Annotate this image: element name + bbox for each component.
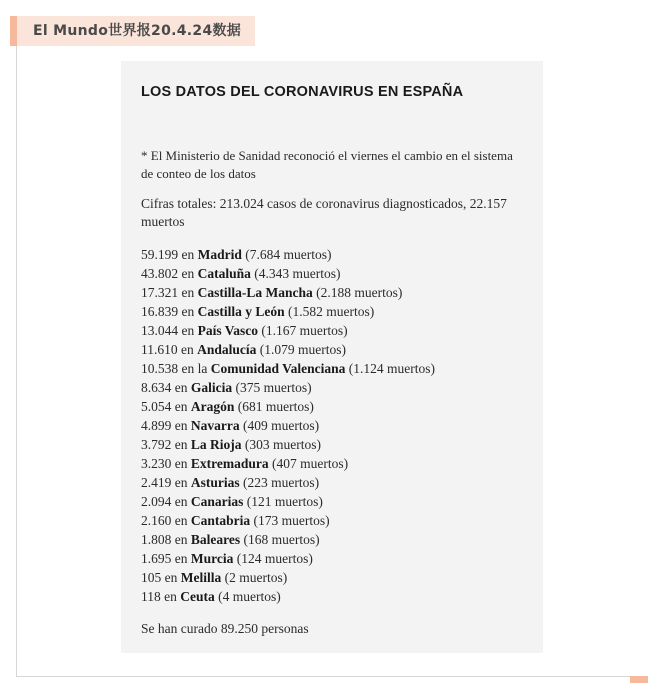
region-deaths: (121 muertos)	[246, 494, 323, 509]
region-deaths: (223 muertos)	[243, 475, 320, 490]
header-accent-bar	[10, 16, 17, 46]
region-name: Navarra	[190, 418, 240, 433]
region-line	[141, 416, 523, 435]
region-cases: 2.419	[141, 475, 172, 490]
region-line	[141, 473, 523, 492]
section-header-tab	[10, 16, 255, 46]
region-deaths: (2 muertos)	[224, 570, 288, 585]
region-name: Extremadura	[190, 456, 269, 471]
region-name: Canarias	[190, 494, 244, 509]
region-name: Andalucía	[197, 342, 257, 357]
methodology-note: * El Ministerio de Sanidad reconoció el viernes el cambio en el sistema de conteo de los datos	[141, 148, 513, 181]
corner-accent	[630, 676, 648, 683]
region-line	[141, 492, 523, 511]
recovered-text: Se han curado 89.250 personas	[141, 621, 309, 636]
region-deaths: (375 muertos)	[235, 380, 312, 395]
card-title: LOS DATOS DEL CORONAVIRUS EN ESPAÑA	[141, 84, 464, 100]
region-name: Baleares	[190, 532, 241, 547]
region-cases: 8.634	[141, 380, 172, 395]
region-line	[141, 283, 523, 302]
region-name: Aragón	[190, 399, 235, 414]
region-name: Castilla y León	[197, 304, 285, 319]
region-name: Murcia	[190, 551, 234, 566]
region-name: Melilla	[180, 570, 222, 585]
region-preposition: en	[174, 551, 188, 566]
region-line	[141, 264, 523, 283]
region-deaths: (1.167 muertos)	[261, 323, 348, 338]
frame-border-left	[16, 44, 17, 677]
region-cases: 4.899	[141, 418, 172, 433]
region-cases: 17.321	[141, 285, 179, 300]
region-line	[141, 549, 523, 568]
region-cases: 118	[141, 589, 161, 604]
region-line	[141, 378, 523, 397]
region-line	[141, 587, 523, 606]
region-preposition: en	[174, 456, 188, 471]
frame-border-bottom	[16, 676, 648, 677]
region-line	[141, 435, 523, 454]
region-preposition: en	[174, 399, 188, 414]
region-deaths: (173 muertos)	[253, 513, 330, 528]
data-card	[121, 61, 543, 653]
region-cases: 1.695	[141, 551, 172, 566]
region-name: Ceuta	[180, 589, 215, 604]
region-list	[141, 245, 523, 606]
region-deaths: (409 muertos)	[242, 418, 320, 433]
section-header-label: El Mundo世界报20.4.24数据	[17, 16, 255, 46]
region-cases: 2.160	[141, 513, 172, 528]
region-preposition: en	[181, 323, 195, 338]
region-preposition: en	[174, 513, 188, 528]
region-preposition: en	[174, 494, 188, 509]
region-deaths: (7.684 muertos)	[245, 247, 332, 262]
region-line	[141, 511, 523, 530]
region-line	[141, 397, 523, 416]
region-deaths: (168 muertos)	[243, 532, 320, 547]
region-cases: 2.094	[141, 494, 172, 509]
region-name: Galicia	[190, 380, 233, 395]
region-preposition: en	[181, 266, 195, 281]
region-cases: 1.808	[141, 532, 172, 547]
region-deaths: (2.188 muertos)	[316, 285, 403, 300]
region-deaths: (4 muertos)	[218, 589, 281, 604]
region-deaths: (4.343 muertos)	[254, 266, 341, 281]
region-line	[141, 454, 523, 473]
region-cases: 10.538	[141, 361, 179, 376]
region-name: Cantabria	[190, 513, 251, 528]
region-name: País Vasco	[197, 323, 259, 338]
region-name: Cataluña	[197, 266, 251, 281]
region-line	[141, 245, 523, 264]
region-name: Comunidad Valenciana	[210, 361, 346, 376]
region-deaths: (681 muertos)	[237, 399, 314, 414]
region-line	[141, 568, 523, 587]
region-cases: 105	[141, 570, 162, 585]
region-line	[141, 321, 523, 340]
region-deaths: (124 muertos)	[236, 551, 313, 566]
region-deaths: (1.582 muertos)	[288, 304, 375, 319]
region-cases: 13.044	[141, 323, 179, 338]
totals-text: Cifras totales: 213.024 casos de coronavirus diagnosticados, 22.157 muertos	[141, 196, 507, 229]
region-deaths: (303 muertos)	[244, 437, 321, 452]
region-cases: 11.610	[141, 342, 178, 357]
region-name: Castilla-La Mancha	[197, 285, 313, 300]
region-cases: 16.839	[141, 304, 179, 319]
region-cases: 59.199	[141, 247, 179, 262]
region-line	[141, 359, 523, 378]
region-preposition: en	[174, 437, 188, 452]
region-preposition: en	[164, 570, 178, 585]
region-preposition: en	[181, 285, 195, 300]
region-preposition: en la	[181, 361, 208, 376]
region-line	[141, 302, 523, 321]
region-preposition: en	[174, 532, 188, 547]
region-deaths: (1.079 muertos)	[259, 342, 347, 357]
region-preposition: en	[181, 247, 195, 262]
region-preposition: en	[181, 342, 194, 357]
region-line	[141, 530, 523, 549]
region-name: La Rioja	[190, 437, 242, 452]
region-cases: 3.792	[141, 437, 172, 452]
region-line	[141, 340, 523, 359]
region-cases: 5.054	[141, 399, 172, 414]
region-name: Asturias	[190, 475, 240, 490]
region-preposition: en	[164, 589, 177, 604]
region-cases: 3.230	[141, 456, 172, 471]
region-preposition: en	[181, 304, 195, 319]
region-name: Madrid	[197, 247, 242, 262]
region-deaths: (407 muertos)	[272, 456, 349, 471]
region-deaths: (1.124 muertos)	[348, 361, 436, 376]
region-preposition: en	[174, 380, 188, 395]
region-preposition: en	[174, 475, 188, 490]
region-preposition: en	[174, 418, 188, 433]
region-cases: 43.802	[141, 266, 179, 281]
